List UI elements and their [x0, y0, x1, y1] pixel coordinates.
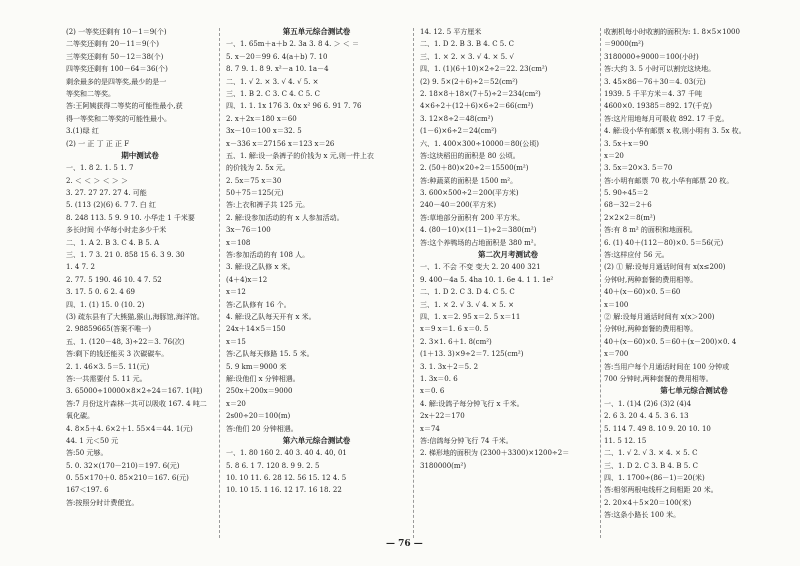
answer-line: 6. (1) 40＋(112－80)×0. 5＝56(元) — [604, 238, 724, 247]
answer-line: 2. 1. 46×3. 5＝5. 11(元) — [66, 362, 150, 371]
answer-line: x＝100 — [604, 300, 629, 309]
answer-line: 答:当用户每个月通话时间在 100 分钟或 — [604, 362, 730, 371]
answer-line: 5. 114 7. 49 8. 10 9. 20 10. 10 — [604, 424, 711, 433]
answer-line: 四、1. (1)(6＋10)×2÷2＝22. 23(cm²) — [420, 65, 548, 74]
answer-line: 3. 12×8÷2＝48(cm²) — [420, 114, 494, 123]
answer-line: 40＋(x－60)×0. 5＝60＋(x－200)×0. 4 — [604, 337, 737, 346]
answer-line: 2. 98859665(答案不唯一) — [66, 325, 151, 334]
answer-line: 答:上衣和裤子共 125 元。 — [226, 201, 310, 210]
answer-line: 4. 解:设鸽子每分钟飞行 x 千米。 — [420, 399, 524, 408]
answer-line: 一、1. 65m＋a＋b 2. 3a 3. 8 4. ＞ ＜ ＝ — [226, 40, 360, 49]
section-heading: 第七单元综合测试卷 — [660, 386, 728, 396]
column-1 — [66, 26, 214, 542]
answer-line: 5. 8 6. 1 7. 120 8. 9 9. 2. 5 — [226, 461, 320, 470]
answer-line: 5. (113 (2)(6) 6. 7 7. 白 红 — [66, 201, 156, 210]
answer-line: 3. 5x＋x＝90 — [604, 139, 649, 148]
answer-line: 4. (80－10)×(11－1)÷2＝380(m²) — [420, 226, 537, 235]
answer-line: 2. x＋2x＝180 x＝60 — [226, 114, 297, 123]
answer-line: 3x－76＝100 — [226, 226, 271, 235]
answer-line: 答:这片用地每月可吸收 892. 17 千克。 — [604, 114, 729, 123]
answer-line: 二等奖还剩有 20－11＝9(个) — [66, 40, 159, 49]
answer-line: 答:这个养鸭场的占地面积是 380 m²。 — [420, 238, 541, 247]
answer-line: 二、1. D 2. C 3. D 4. C 5. C — [420, 288, 515, 297]
answer-line: 2×2×2＝8(m²) — [604, 213, 656, 222]
answer-line: 三、1. B 2. C 3. C 4. C 5. C — [226, 89, 320, 98]
answer-line: 50＋75＝125(元) — [226, 189, 284, 198]
answer-line: 答:草地部分面积有 200 平方米。 — [420, 213, 525, 222]
answer-line: 250x＋200x＝9000 — [226, 387, 293, 396]
answer-line: 的价钱为 2. 5x 元。 — [226, 164, 290, 173]
answer-line: 多长时间 小华每小时走多少千米 — [66, 226, 167, 235]
answer-line: 得一等奖和二等奖的可能性最小。 — [66, 114, 171, 123]
answer-line: 3. 65000÷10000×8×2÷24＝167. 1(吨) — [66, 387, 203, 396]
answer-line: 答:按照分时计费便宜。 — [66, 498, 139, 507]
answer-line: x＝20 — [604, 151, 624, 160]
answer-line: 一、1. 不会 不变 变大 2. 20 400 321 — [420, 263, 541, 272]
answer-line: 2. 18×8＋18×(7＋5)÷2＝234(cm²) — [420, 89, 541, 98]
answer-line: 答:信鸽每分钟飞行 74 千米。 — [420, 436, 513, 445]
answer-line: x＝108 — [226, 238, 251, 247]
answer-line: 答:这条小路长 100 米。 — [604, 511, 681, 520]
answer-line: 四、1. 1700÷(86－1)＝20(米) — [604, 474, 705, 483]
section-heading: 第五单元综合测试卷 — [282, 27, 351, 36]
answer-line: 2. (50＋80)×20÷2＝15500(m²) — [420, 164, 529, 173]
answer-line: 答:7 月份这片森林一共可以吸收 167. 4 吨二 — [66, 399, 207, 408]
answer-line: 答:相邻两根电线杆之间相距 20 米。 — [604, 486, 718, 495]
answer-line: 四等奖还剩有 100－64＝36(个) — [66, 65, 168, 74]
answer-line: x＝74 — [420, 424, 440, 433]
answer-line: 700 分钟时,两种套餐的费用相等。 — [604, 374, 713, 383]
answer-line: x＝20 — [226, 399, 246, 408]
answer-line: (1－6)×6÷2＝24(cm²) — [420, 127, 497, 136]
column-divider — [219, 28, 220, 538]
answer-line: 3. 17. 5 0. 6 2. 4 69 — [66, 288, 136, 297]
answer-line: 剩余最多的是四等奖,最少的是一 — [66, 77, 167, 86]
answer-line: 0. 55×170＋0. 85×210＝167. 6(元) — [66, 474, 189, 483]
answer-line: 答:50 元够。 — [66, 449, 108, 458]
answer-line: x＝12 — [226, 288, 246, 297]
answer-line: 答:剩下的钱还能买 3 次碳碳车。 — [66, 350, 169, 359]
answer-line: x＝0. 6 — [420, 387, 445, 396]
answer-line: 1. 4 7. 2 — [66, 263, 95, 272]
answer-line: 3180000÷9000＝100(小时) — [604, 52, 699, 61]
answer-line: 2. 5x＝75 x＝30 — [226, 176, 282, 185]
answer-line: 答:这块稻田的面积是 80 公顷。 — [420, 151, 520, 160]
answer-line: 四、1. x＝2. 95 x＝2. 5 x＝11 — [420, 312, 521, 321]
answer-line: 分钟时,两种套餐的费用相等。 — [604, 275, 698, 284]
answer-line: (1＋13. 3)×9÷2＝7. 125(cm²) — [420, 350, 524, 359]
answer-line: (2) 一等奖还剩有 10－1＝9(个) — [66, 28, 167, 36]
answer-line: 3. 600×500÷2＝200(平方米) — [420, 189, 519, 198]
answer-line: 3.(1)绿 红 — [66, 127, 99, 136]
answer-line: 10. 10 11. 6. 28 12. 56 15. 12 4. 5 — [226, 474, 347, 483]
answer-line: 一、1. 80 160 2. 40 3. 40 4. 40, 01 — [226, 449, 347, 458]
answer-line: x＝9 x＝1. 6 x＝0. 5 — [420, 325, 489, 334]
answer-line: 答:大约 3. 5 小时可以割完这块地。 — [604, 65, 716, 74]
section-heading: 期中测试卷 — [121, 150, 159, 160]
answer-line: 2. 解:设参加活动的有 x 人参加活动。 — [226, 213, 344, 222]
answer-line: 一、1. (1)4 (2)6 (3)2 (4)4 — [604, 399, 692, 408]
answer-line: 三、1. × 2. √ 3. √ 4. × 5. × — [420, 300, 514, 309]
answer-line: 一、1. 8 2. 1. 5 1. 7 — [66, 164, 134, 173]
answer-line: 1939. 5 千平方米＝4. 37 千吨 — [604, 89, 702, 98]
answer-line: 三等奖还剩有 50－12＝38(个) — [66, 52, 164, 61]
answer-line: 10. 10 15. 1 16. 12 17. 16 18. 22 — [226, 486, 342, 495]
answer-line: 11. 5 12. 15 — [604, 436, 647, 445]
answer-line: 3180000(m²) — [420, 461, 467, 470]
answer-line: 3. 解:设乙队修 x 米。 — [226, 263, 295, 272]
answer-line: 收割机每小时收割的面积为: 1. 8×5×1000 — [604, 28, 740, 36]
answer-line: 答:王阿姨获得二等奖的可能性最小,获 — [66, 102, 183, 111]
answer-line: 解:设他们 x 分钟相遇。 — [226, 374, 300, 383]
answer-line: 9. 400－4a 5. 4ha 10. 1. 6e 4. 1 1. 1e² — [420, 275, 554, 284]
answer-line: 3x－10＝100 x＝32. 5 — [226, 127, 302, 136]
answer-line: 3. 45×86－76＋30＝4. 03(元) — [604, 77, 706, 86]
answer-line: 4. 解:设乙队每天开有 x 米。 — [226, 312, 316, 321]
answer-line: 氧化碳。 — [66, 412, 94, 421]
section-heading: 第二次月考测试卷 — [478, 250, 538, 260]
answer-line: (4＋4)x＝12 — [226, 275, 268, 284]
answer-line: 2. 77. 5 190. 46 10. 4 7. 52 — [66, 275, 162, 284]
column-divider — [600, 28, 601, 538]
answer-line: 4. 解:设小华有邮票 x 枚,则小明有 3. 5x 枚。 — [604, 127, 746, 136]
answer-line: 40＋(x－60)×0. 5＝60 — [604, 288, 681, 297]
column-divider — [413, 28, 414, 538]
answer-line: ＝9000(m²) — [604, 40, 644, 49]
answer-line: 68－32＝2＋6 — [604, 201, 652, 210]
answer-line: 三、1. D 2. C 3. B 4. B 5. C — [604, 461, 699, 470]
column-3 — [420, 26, 596, 542]
answer-line: 六、1. 400×300÷10000＝80(公顷) — [420, 139, 539, 148]
answer-line: 5. 90÷45＝2 — [604, 189, 649, 198]
answer-line: 2s00÷20＝100(m) — [226, 412, 291, 421]
answer-line: 答:小明有邮票 70 枚,小华有邮票 20 枚。 — [604, 176, 734, 185]
answer-line: 8. 7 9. 1. 8 9. x²－a 10. 1a－4 — [226, 65, 329, 74]
column-2 — [226, 26, 407, 542]
answer-line: 24x＋14×5＝150 — [226, 325, 286, 334]
answer-line: (2) 一 正 丁 正 正 F — [66, 139, 130, 148]
answer-line: 二、1. A 2. B 3. C 4. B 5. A — [66, 238, 160, 247]
answer-line: 5. 0. 32×(170－210)＝197. 6(元) — [66, 461, 180, 470]
answer-line: 8. 248 113. 5 9. 9 10. 小华走 1 千米要 — [66, 213, 195, 222]
answer-line: 答:他们 20 分钟相遇。 — [226, 424, 298, 433]
answer-line: 3. 5x＝20×3. 5＝70 — [604, 164, 673, 173]
answer-line: 1. 3x＝0. 6 — [420, 374, 458, 383]
answer-line: 5. 9 km＝9000 米 — [226, 362, 287, 371]
answer-line: 五、1. (120－48, 3)÷22＝3. 76(次) — [66, 337, 185, 346]
answer-line: 答:参加活动的有 108 人。 — [226, 251, 310, 260]
answer-line: 二、1. √ 2. × 3. √ 4. √ 5. × — [226, 77, 319, 86]
answer-line: 四、1. 1. 1x 176 3. 0x x² 96 6. 91 7. 76 — [226, 102, 362, 111]
answer-line: 三、1. × 2. × 3. √ 4. × 5. √ — [420, 52, 514, 61]
answer-line: x－336 x＝27156 x＝123 x＝26 — [226, 139, 335, 148]
answer-line: 240－40＝200(平方米) — [420, 201, 497, 210]
answer-line: 4. 8×5＋4. 6×2＋1. 55×4＝44. 1(元) — [66, 424, 193, 433]
answer-line: 44. 1 元＜50 元 — [66, 436, 119, 445]
answer-line: 5. x－20＝99 6. 4(a＋b) 7. 10 — [226, 52, 328, 61]
answer-line: (2) ① 解:设每月通话时间有 x(x≤200) — [604, 263, 726, 272]
answer-line: ② 解:设每月通话时间有 x(x＞200) — [604, 312, 715, 321]
answer-line: 2. 20×4＋5×20＝100(米) — [604, 498, 692, 507]
answer-line: 14. 12. 5 平方厘米 — [420, 28, 482, 36]
answer-line: 二、1. D 2. B 3. B 4. C 5. C — [420, 40, 515, 49]
answer-line: x＝700 — [604, 350, 629, 359]
answer-line: 2x＋22＝170 — [420, 412, 465, 421]
answer-line: 答:种蔬菜的面积是 1500 m²。 — [420, 176, 518, 185]
section-heading: 第六单元综合测试卷 — [282, 435, 351, 445]
answer-line: 2. 梯形地的面积为 (2300＋3300)×1200÷2＝ — [420, 449, 570, 458]
answer-line: 答:有 8 m² 的面积和地面积。 — [604, 226, 697, 235]
answer-line: 四、1. (1) 15. 0 (10. 2) — [66, 300, 145, 309]
answer-line: (3) 疏东县有了大熊猫,猴山,海豚馆,海洋馆。 — [66, 312, 204, 321]
column-4 — [604, 26, 784, 542]
answer-line: 167＜197. 6 — [66, 486, 109, 495]
page-number: — 76 — — [386, 539, 423, 549]
answer-line: 答:这样应付 56 元。 — [604, 251, 669, 260]
answer-line: 答:一共需要付 5. 11 元。 — [66, 374, 147, 383]
answer-line: 4×6÷2＋(12＋6)×6÷2＝66(cm²) — [420, 102, 534, 111]
answer-line: 3. 27. 27 27. 27 4. 可能 — [66, 189, 147, 198]
answer-line: 2. 3×1. 6＋1. 8(cm²) — [420, 337, 492, 346]
answer-line: 五、1. 解:设一条裤子的价钱为 x 元,则一件上衣 — [226, 151, 374, 160]
answer-line: 答:乙队每天修路 15. 5 米。 — [226, 350, 314, 359]
answer-line: 2. 6 3. 20 4. 4 5. 3 6. 13 — [604, 412, 689, 421]
answer-line: 二、1. √ 2. √ 3. × 4. × 5. C — [604, 449, 698, 458]
answer-line: 2. ＜ ＜ ＞ ＜ ＞ ＞ — [66, 176, 129, 185]
answer-line: x＝15 — [226, 337, 246, 346]
answer-line: 3. 1. 3x＋2＝5. 2 — [420, 362, 479, 371]
answer-line: 4600×0. 19385＝892. 17(千克) — [604, 102, 713, 111]
answer-line: 答:乙队修有 16 个。 — [226, 300, 291, 309]
answer-line: 等奖和二等奖。 — [66, 89, 115, 98]
answer-line: 分钟时,两种套餐的费用相等。 — [604, 325, 698, 334]
answer-line: 三、1. 7 3. 21 0. 858 15 6. 3 9. 30 — [66, 251, 185, 260]
answer-line: (2) 9. 5×(2＋6)÷2＝52(cm²) — [420, 77, 518, 86]
